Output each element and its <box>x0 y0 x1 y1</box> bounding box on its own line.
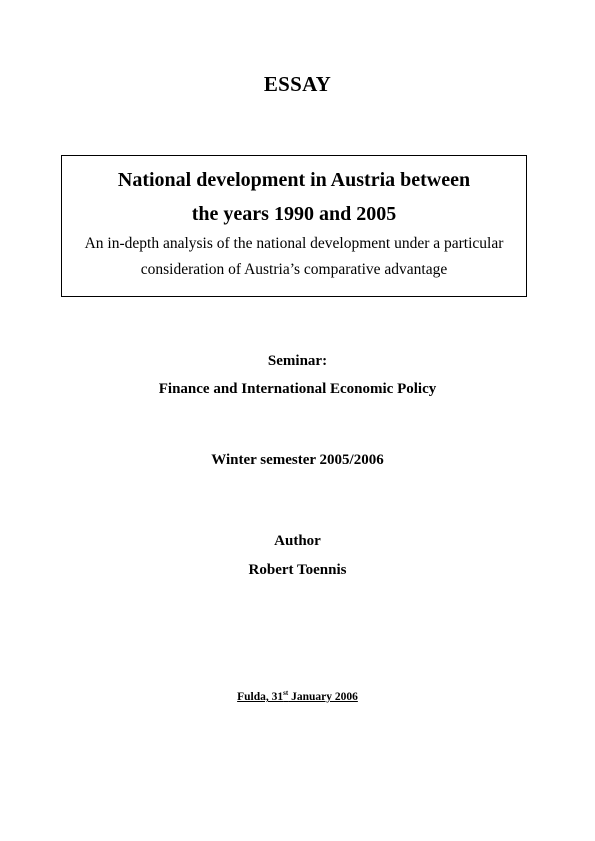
subtitle-line-1: An in-depth analysis of the national development under a particular <box>84 235 504 252</box>
month-year: January 2006 <box>288 691 358 703</box>
title-box <box>61 155 527 297</box>
seminar-name: Finance and International Economic Policy <box>158 381 437 397</box>
subtitle-line-2: consideration of Austria’s comparative advantage <box>140 261 448 278</box>
place-and-day: Fulda, 31 <box>237 691 284 703</box>
day-ordinal-suffix: st <box>283 689 289 698</box>
semester: Winter semester 2005/2006 <box>211 452 384 468</box>
author-name: Robert Toennis <box>248 562 347 578</box>
place-and-date <box>0 690 595 704</box>
title-line-1: National development in Austria between <box>117 169 471 191</box>
author-label: Author <box>274 533 321 549</box>
seminar-label: Seminar: <box>267 353 328 369</box>
document-type-heading: ESSAY <box>263 72 332 96</box>
title-line-2: the years 1990 and 2005 <box>191 203 397 225</box>
